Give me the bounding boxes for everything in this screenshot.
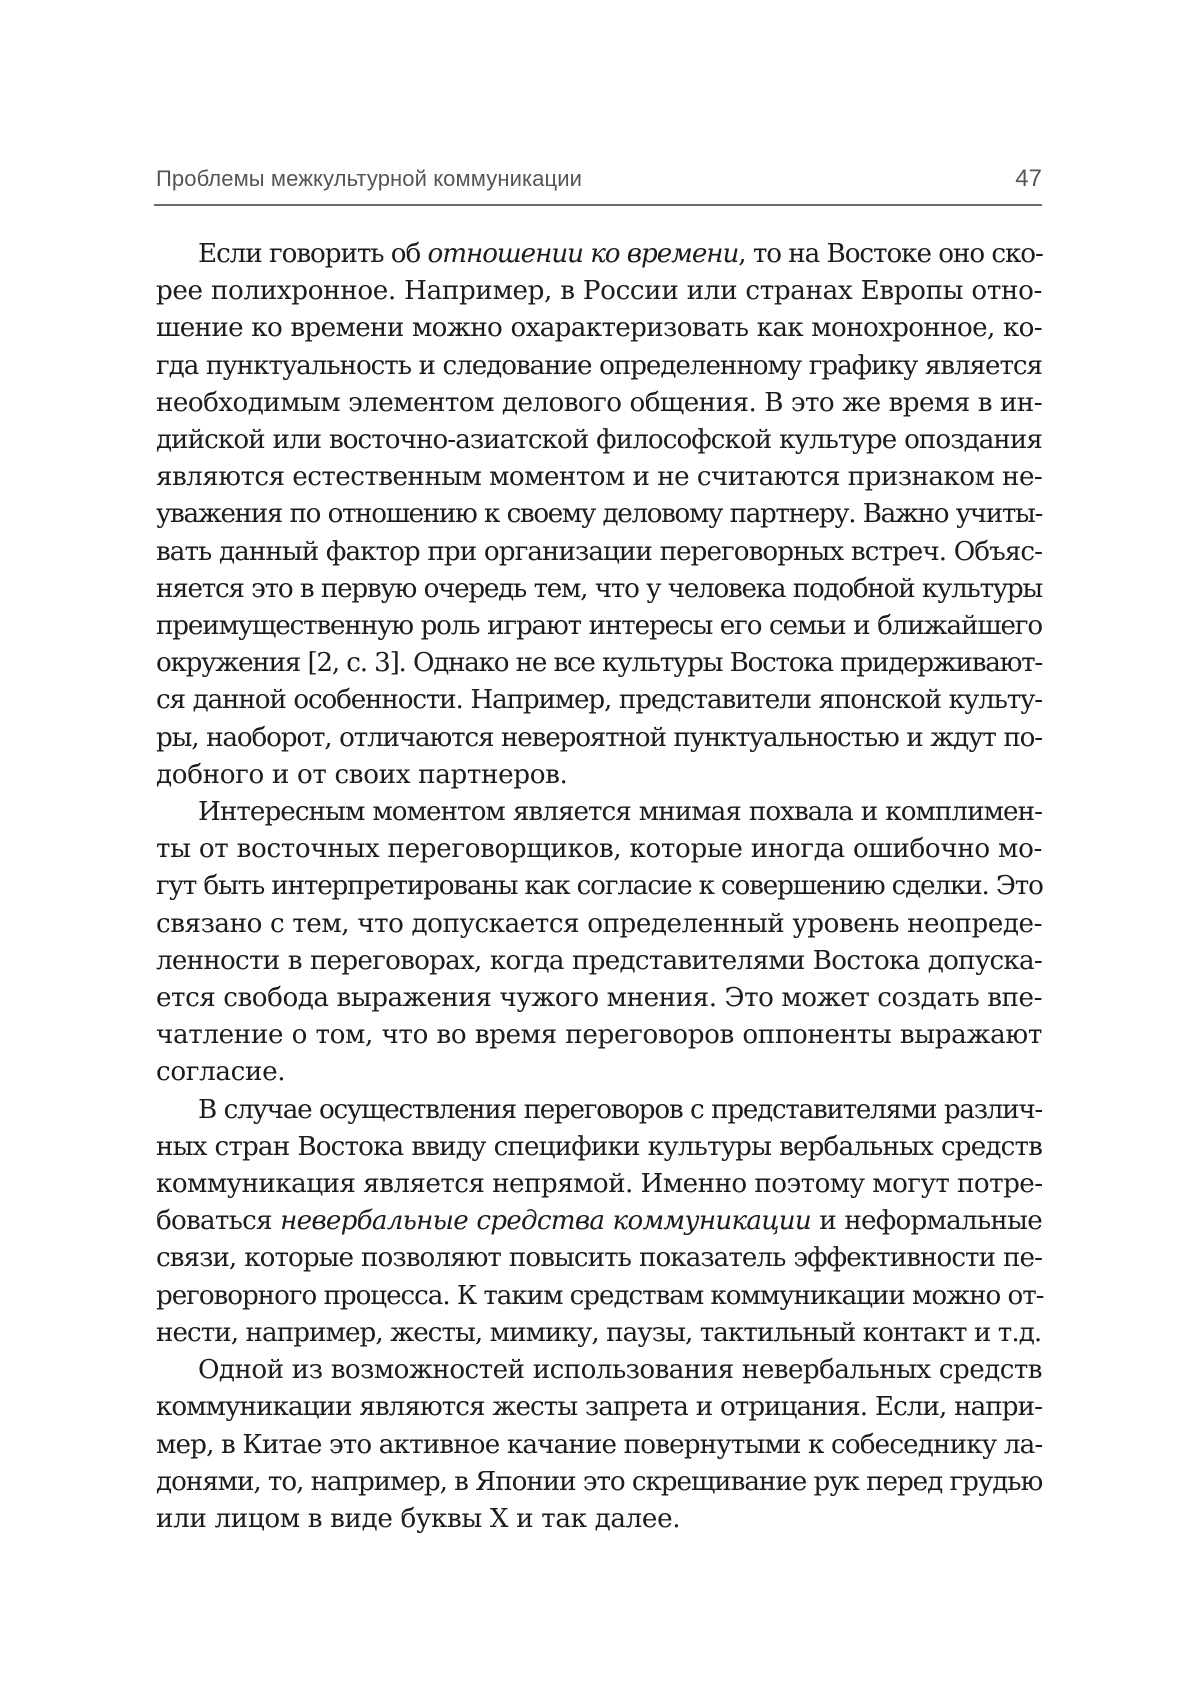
text-line: ных стран Востока ввиду специфики культуры вербальных средств	[156, 1129, 1042, 1166]
text-line: Если говорить об отношении ко времени, то на Востоке оно ско-	[156, 236, 1042, 273]
text-line: гда пунктуальность и следование определенному графику является	[156, 348, 1042, 385]
paragraph-compliments	[156, 794, 1042, 1092]
text-line: Одной из возможностей использования невербальных средств	[156, 1352, 1042, 1389]
text-line: связано с тем, что допускается определенный уровень неопреде-	[156, 906, 1042, 943]
text-line: Интересным моментом является мнимая похвала и комплимен-	[156, 794, 1042, 831]
text-line: реговорного процесса. К таким средствам коммуникации можно от-	[156, 1278, 1042, 1315]
paragraph-gestures	[156, 1352, 1042, 1538]
text-line: ленности в переговорах, когда представителями Востока допуска-	[156, 943, 1042, 980]
text-line: или лицом в виде буквы X и так далее.	[156, 1501, 1042, 1538]
paragraph-nonverbal	[156, 1092, 1042, 1352]
text-line: шение ко времени можно охарактеризовать как монохронное, ко-	[156, 310, 1042, 347]
text-line: ты от восточных переговорщиков, которые иногда ошибочно мо-	[156, 831, 1042, 868]
book-page	[0, 0, 1200, 1703]
text-line: няется это в первую очередь тем, что у человека подобной культуры	[156, 571, 1042, 608]
text-line: преимущественную роль играют интересы его семьи и ближайшего	[156, 608, 1042, 645]
text-line: коммуникации являются жесты запрета и отрицания. Если, напри-	[156, 1389, 1042, 1426]
text-line: ется свобода выражения чужого мнения. Это может создать впе-	[156, 980, 1042, 1017]
italic-term: отношении ко времени	[428, 239, 739, 269]
italic-term: невербальные средства коммуникации	[280, 1206, 811, 1236]
text-line: мер, в Китае это активное качание повернутыми к собеседнику ла-	[156, 1427, 1042, 1464]
text-line: гут быть интерпретированы как согласие к совершению сделки. Это	[156, 868, 1042, 905]
text-line: необходимым элементом делового общения. В это же время в ин-	[156, 385, 1042, 422]
text-line: являются естественным моментом и не считаются признаком не-	[156, 459, 1042, 496]
text-line: согласие.	[156, 1054, 1042, 1091]
text-line: ся данной особенности. Например, представители японской культу-	[156, 682, 1042, 719]
text-line: нести, например, жесты, мимику, паузы, тактильный контакт и т.д.	[156, 1315, 1042, 1352]
text-line: В случае осуществления переговоров с представителями различ-	[156, 1092, 1042, 1129]
text-line: боваться невербальные средства коммуникации и неформальные	[156, 1203, 1042, 1240]
text-line: окружения [2, с. 3]. Однако не все культуры Востока придерживают-	[156, 645, 1042, 682]
running-head	[154, 162, 1042, 206]
text-line: добного и от своих партнеров.	[156, 757, 1042, 794]
text-line: рее полихронное. Например, в России или странах Европы отно-	[156, 273, 1042, 310]
paragraph-time-attitude	[156, 236, 1042, 794]
page-number: 47	[1015, 165, 1042, 193]
text-line: уважения по отношению к своему деловому партнеру. Важно учиты-	[156, 496, 1042, 533]
text-line: донями, то, например, в Японии это скрещивание рук перед грудью	[156, 1464, 1042, 1501]
body-text	[156, 236, 1042, 1538]
running-title: Проблемы межкультурной коммуникации	[156, 166, 582, 192]
text-line: дийской или восточно-азиатской философской культуре опоздания	[156, 422, 1042, 459]
text-line: коммуникация является непрямой. Именно поэтому могут потре-	[156, 1166, 1042, 1203]
text-line: ры, наоборот, отличаются невероятной пунктуальностью и ждут по-	[156, 720, 1042, 757]
text-line: связи, которые позволяют повысить показатель эффективности пе-	[156, 1240, 1042, 1277]
text-line: вать данный фактор при организации переговорных встреч. Объяс-	[156, 534, 1042, 571]
text-line: чатление о том, что во время переговоров оппоненты выражают	[156, 1017, 1042, 1054]
